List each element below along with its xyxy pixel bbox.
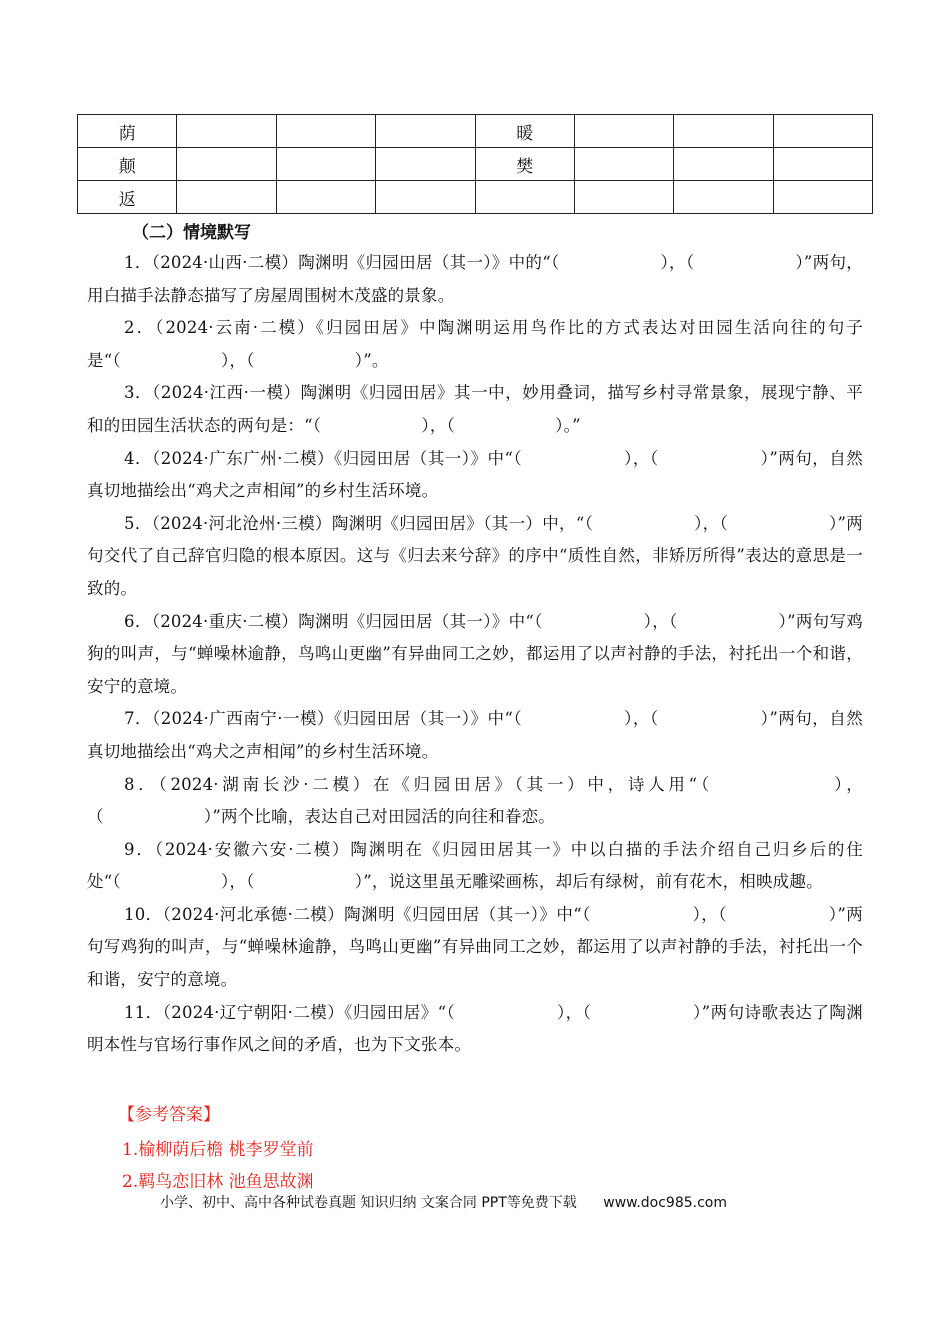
table-row <box>78 148 873 181</box>
footer-text: 小学、初中、高中各种试卷真题 知识归纳 文案合同 PPT等免费下载 <box>160 1195 577 1211</box>
table-cell <box>773 181 872 214</box>
section-title: （二）情境默写 <box>132 223 251 243</box>
table-cell <box>475 181 574 214</box>
question-item: 6．（2024·重庆·二模）陶渊明《归园田居（其一）》中“（ ），（ ）”两句写鸡狗的叫声，与“蝉噪林逾静，鸟鸣山更幽”有异曲同工之妙，都运用了以声衬静的手法，衬托出一个和谐，安宁的意境。 <box>87 611 863 696</box>
table-cell <box>773 115 872 148</box>
question-item: 10．（2024·河北承德·二模）陶渊明《归园田居（其一）》中“（ ），（ ）”两句写鸡狗的叫声，与“蝉噪林逾静，鸟鸣山更幽”有异曲同工之妙，都运用了以声衬静的手法，衬托出一个和谐，安宁的意境。 <box>87 904 863 990</box>
question-item: 2．（2024·云南·二模）《归园田居》中陶渊明运用鸟作比的方式表达对田园生活向往的句子是“（ ），（ ）”。 <box>87 318 863 370</box>
question-item: 7．（2024·广西南宁·一模）《归园田居（其一）》中“（ ），（ ）”两句，自然真切地描绘出“鸡犬之声相闻”的乡村生活环境。 <box>87 709 863 761</box>
table-cell: 荫 <box>78 115 177 148</box>
table-cell <box>674 181 773 214</box>
question-item: 1．（2024·山西·二模）陶渊明《归园田居（其一）》中的“（ ），（ ）”两句，用白描手法静态描写了房屋周围树木茂盛的景象。 <box>87 253 863 305</box>
question-item: 8．（2024·湖南长沙·二模）在《归园田居》（其一）中，诗人用“（ ），（ ）”两个比喻，表达自己对田园活的向往和眷恋。 <box>87 774 863 827</box>
answer-item: 1.榆柳荫后檐 桃李罗堂前 <box>122 1140 314 1160</box>
table-row <box>78 181 873 214</box>
question-item: 11．（2024·辽宁朝阳·二模）《归园田居》“（ ），（ ）”两句诗歌表达了陶渊明本性与官场行事作风之间的矛盾，也为下文张本。 <box>87 1002 863 1055</box>
table-cell <box>574 115 673 148</box>
table-cell <box>574 148 673 181</box>
answer-heading: 【参考答案】 <box>118 1105 220 1125</box>
table-cell: 樊 <box>475 148 574 181</box>
table-row <box>78 115 873 148</box>
footer-link[interactable]: www.doc985.com <box>603 1195 727 1211</box>
table-cell <box>574 181 673 214</box>
question-item: 3．（2024·江西·一模）陶渊明《归园田居》其一中，妙用叠词，描写乡村寻常景象，展现宁静、平和的田园生活状态的两句是：“（ ），（ ）。” <box>87 383 863 435</box>
table-cell <box>773 148 872 181</box>
page-footer <box>160 1192 727 1212</box>
question-list <box>87 247 863 1062</box>
character-table <box>77 114 873 214</box>
table-cell <box>177 115 276 148</box>
table-cell <box>276 115 375 148</box>
table-cell <box>276 181 375 214</box>
table-cell <box>177 181 276 214</box>
table-cell <box>376 148 475 181</box>
table-cell: 颠 <box>78 148 177 181</box>
table-cell <box>674 115 773 148</box>
table-cell: 返 <box>78 181 177 214</box>
table-cell <box>177 148 276 181</box>
table-cell <box>674 148 773 181</box>
answer-item: 2.羁鸟恋旧林 池鱼思故渊 <box>122 1172 314 1192</box>
table-cell <box>276 148 375 181</box>
question-item: 9．（2024·安徽六安·二模）陶渊明在《归园田居其一》中以白描的手法介绍自己归乡后的住处“（ ），（ ）”，说这里虽无雕梁画栋，却后有绿树，前有花木，相映成趣。 <box>87 839 863 892</box>
table-cell <box>376 181 475 214</box>
question-item: 5．（2024·河北沧州·三模）陶渊明《归园田居》（其一）中，“（ ），（ ）”两句交代了自己辞官归隐的根本原因。这与《归去来兮辞》的序中“质性自然，非矫厉所得”表达的意思是一致的。 <box>87 513 863 598</box>
table-cell <box>376 115 475 148</box>
table-cell: 暖 <box>475 115 574 148</box>
question-item: 4．（2024·广东广州·二模）《归园田居（其一）》中“（ ），（ ）”两句，自然真切地描绘出“鸡犬之声相闻”的乡村生活环境。 <box>87 448 863 501</box>
